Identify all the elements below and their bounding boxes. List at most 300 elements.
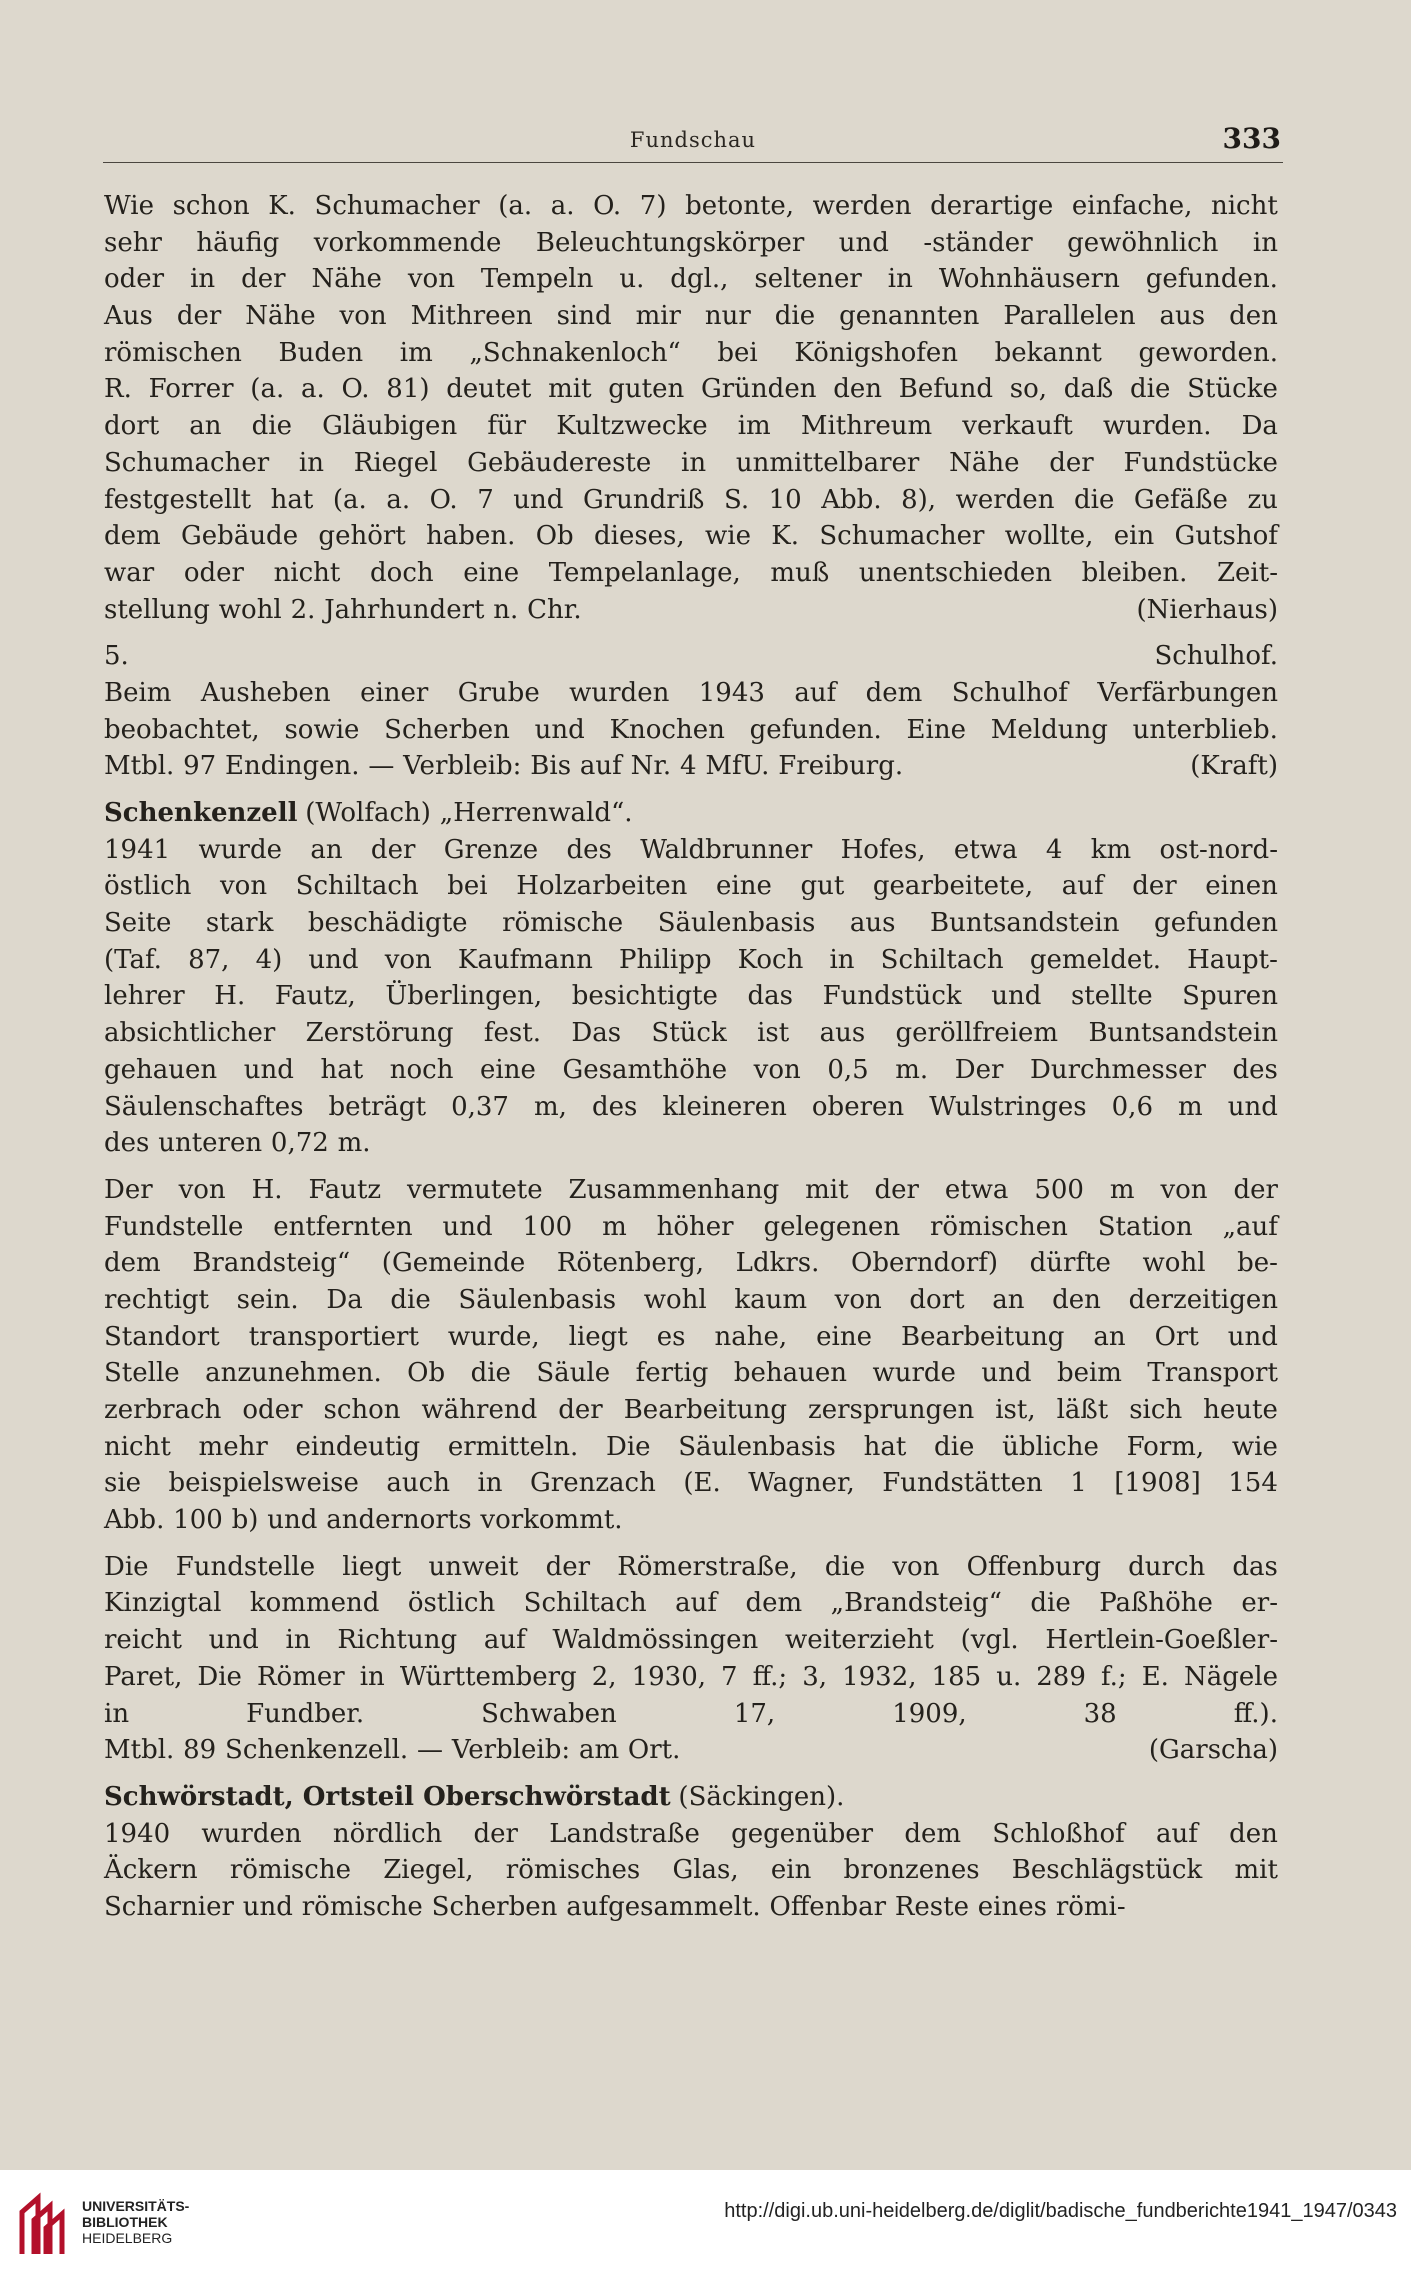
word: ein xyxy=(1113,521,1155,552)
word: Schenkenzell. xyxy=(225,1735,409,1766)
word: Buden xyxy=(278,337,364,368)
word: unterblieb. xyxy=(1132,714,1278,745)
word: Stücke xyxy=(1187,374,1278,405)
word: Ort. xyxy=(627,1735,681,1766)
text-line xyxy=(104,1319,1278,1356)
word: dem xyxy=(745,1588,803,1619)
word: Gläubigen xyxy=(322,411,458,442)
word: liegt xyxy=(568,1321,628,1352)
word: Gefäße xyxy=(1133,484,1228,515)
word: Zeit- xyxy=(1216,557,1278,588)
word: bekannt xyxy=(994,337,1102,368)
text-line xyxy=(104,482,1278,519)
word: Gründen xyxy=(700,374,817,405)
word: 289 xyxy=(1036,1661,1086,1692)
word: seltener xyxy=(754,264,862,295)
word: Schiltach xyxy=(295,871,419,902)
author-credit: (Nierhaus) xyxy=(1136,594,1278,625)
word: 0,5 xyxy=(827,1054,869,1085)
word: Bearbeitung xyxy=(900,1321,1065,1352)
text-line xyxy=(104,1089,1278,1126)
word: an xyxy=(1093,1321,1126,1352)
text-line xyxy=(104,1125,1278,1162)
word: die xyxy=(1073,484,1115,515)
word: Jahrhundert xyxy=(324,594,485,625)
word: die xyxy=(470,1358,511,1389)
word: Gebäudereste xyxy=(467,447,652,478)
word: behauen xyxy=(733,1358,848,1389)
word: Württemberg xyxy=(399,1661,577,1692)
word: festgestellt xyxy=(104,484,252,515)
word: Schloßhof xyxy=(992,1818,1125,1849)
word: H. xyxy=(251,1174,283,1205)
word: Mtbl. xyxy=(104,751,175,782)
text-line xyxy=(104,261,1278,298)
word: übliche xyxy=(1002,1431,1099,1462)
word: Wagner, xyxy=(748,1468,855,1499)
source-url-link[interactable]: http://digi.ub.uni-heidelberg.de/diglit/badische_fundberichte1941_1947/0343 xyxy=(724,2200,1397,2222)
word: ermitteln. xyxy=(447,1431,579,1462)
word: 87, xyxy=(188,944,230,975)
word: Fundstelle xyxy=(175,1551,316,1582)
word: Königshofen xyxy=(794,337,958,368)
word: (Wolfach) xyxy=(305,798,431,828)
text-line xyxy=(104,445,1278,482)
word: Philipp xyxy=(619,944,712,975)
word: a. xyxy=(386,484,411,515)
word: Schumacher xyxy=(819,521,985,552)
word: von xyxy=(407,264,455,295)
word: Offenburg xyxy=(966,1551,1101,1582)
word: liegt xyxy=(342,1551,402,1582)
word: Befund xyxy=(898,374,993,405)
word: mehr xyxy=(198,1431,268,1462)
word: anzunehmen. xyxy=(205,1358,382,1389)
word: 185 xyxy=(931,1661,982,1692)
word: andernorts xyxy=(326,1505,472,1536)
word: den xyxy=(1052,1284,1101,1315)
word: auf xyxy=(794,677,837,708)
text-line xyxy=(104,1245,1278,1282)
word: Nägele xyxy=(1183,1661,1278,1692)
word: in xyxy=(298,447,324,478)
word: Zusammenhang xyxy=(568,1174,780,1205)
text-line xyxy=(104,1465,1278,1502)
word: und xyxy=(442,1211,493,1242)
word: Aus xyxy=(104,301,153,332)
text-line xyxy=(104,868,1278,905)
word: u. xyxy=(996,1661,1022,1692)
word: mit xyxy=(1234,1855,1278,1886)
word: gefunden. xyxy=(1145,264,1278,295)
word: von xyxy=(339,301,387,332)
word: (Säckingen). xyxy=(678,1781,845,1812)
word: Freiburg. xyxy=(778,751,904,782)
word: von xyxy=(219,871,268,902)
word: Die xyxy=(197,1661,242,1692)
word: wollte, xyxy=(1004,521,1094,552)
paragraph-gap xyxy=(104,1539,1278,1549)
credit-spacer xyxy=(912,748,1190,785)
text-line xyxy=(104,1015,1278,1052)
word: zersprungen xyxy=(808,1395,975,1425)
word: des xyxy=(1232,1054,1278,1085)
word: lehrer xyxy=(104,981,185,1012)
word: auf xyxy=(1061,871,1104,902)
word: es xyxy=(656,1321,686,1352)
word: Ldkrs. xyxy=(735,1248,820,1279)
word: ist xyxy=(757,1018,790,1049)
word: unweit xyxy=(428,1551,519,1582)
library-logo-icon xyxy=(16,2192,72,2260)
word: bei xyxy=(717,337,758,368)
word: der xyxy=(370,834,416,865)
word: zerbrach xyxy=(104,1395,222,1425)
word: fertig xyxy=(635,1358,709,1389)
word: (Gemeinde xyxy=(381,1248,526,1279)
word: Kinzigtal xyxy=(104,1588,222,1619)
word: wurde xyxy=(872,1358,956,1389)
word: „Brandsteig“ xyxy=(830,1588,1002,1619)
word: Hofes, xyxy=(840,834,926,865)
word: Glas, xyxy=(672,1855,739,1886)
word: besichtigte xyxy=(571,981,718,1012)
word: nicht xyxy=(273,557,341,588)
word: aus xyxy=(819,1018,866,1049)
text-line xyxy=(104,1622,1278,1659)
word: und xyxy=(208,1625,259,1656)
word: während xyxy=(421,1395,538,1425)
text-line xyxy=(104,298,1278,335)
word: Fundstätten xyxy=(882,1468,1043,1499)
word: Verbleib: xyxy=(403,751,522,782)
word: wurden xyxy=(569,677,670,708)
word: „auf xyxy=(1222,1211,1278,1242)
word: unteren xyxy=(158,1128,263,1159)
word: S. xyxy=(723,484,750,515)
word: m. xyxy=(895,1054,929,1085)
word: in xyxy=(829,944,855,975)
text-line xyxy=(104,1502,1278,1539)
word: kaum xyxy=(734,1284,807,1315)
word: Abb. xyxy=(821,484,882,515)
word: be- xyxy=(1237,1248,1278,1279)
word: bei xyxy=(447,871,488,902)
word: stellung xyxy=(104,594,210,625)
word: Abb. xyxy=(104,1505,165,1536)
word: a. xyxy=(300,374,325,405)
library-name-line: BIBLIOTHEK xyxy=(82,2214,168,2230)
word: noch xyxy=(389,1054,454,1085)
word: (vgl. xyxy=(960,1625,1019,1656)
text-line xyxy=(104,712,1278,749)
word: m xyxy=(1178,1091,1203,1122)
text-line xyxy=(104,592,1278,629)
word: 1930, xyxy=(631,1661,707,1692)
word: Beim xyxy=(104,677,172,708)
word: Paßhöhe xyxy=(1099,1588,1213,1619)
word: römi- xyxy=(1055,1891,1126,1922)
word: gelegenen xyxy=(763,1211,901,1242)
word: 5. xyxy=(104,641,129,672)
site-heading: Schwörstadt, Ortsteil Oberschwörstadt xyxy=(104,1781,671,1812)
word: „Herrenwald“. xyxy=(439,798,633,828)
word: derzeitigen xyxy=(1128,1284,1278,1315)
word: römische xyxy=(301,1891,423,1922)
word: stark xyxy=(205,908,274,939)
word: oder xyxy=(242,1395,303,1425)
word: Standort xyxy=(104,1321,220,1352)
word: Riegel xyxy=(353,447,438,478)
text-line xyxy=(104,225,1278,262)
text-line xyxy=(104,371,1278,408)
word: Transport xyxy=(1147,1358,1278,1389)
word: nicht xyxy=(104,1431,171,1462)
word: 38 xyxy=(1083,1698,1117,1729)
word: aus xyxy=(849,908,896,939)
word: der xyxy=(545,1551,591,1582)
word: und xyxy=(838,227,889,258)
word: 500 xyxy=(1034,1174,1084,1205)
library-name-line: HEIDELBERG xyxy=(82,2230,173,2246)
word: 0,6 xyxy=(1111,1091,1153,1122)
word: im xyxy=(737,411,771,442)
word: daß xyxy=(1063,374,1114,405)
word: in xyxy=(190,264,216,295)
word: Tempeln xyxy=(480,264,594,295)
word: wohl xyxy=(1142,1248,1206,1279)
text-line xyxy=(104,905,1278,942)
word: und xyxy=(267,1505,318,1536)
word: römischen xyxy=(104,337,242,368)
word: die xyxy=(1130,374,1171,405)
word: Fundstücke xyxy=(1123,447,1278,478)
text-line xyxy=(104,942,1278,979)
word: f.; xyxy=(1100,1661,1127,1692)
word: für xyxy=(487,411,527,442)
author-credit: (Garscha) xyxy=(1148,1735,1278,1766)
word: gut xyxy=(800,871,845,902)
credit-spacer xyxy=(590,592,1136,629)
text-line xyxy=(104,1732,1278,1769)
word: Buntsandstein xyxy=(1088,1018,1278,1049)
word: die xyxy=(934,1431,975,1462)
word: Chr. xyxy=(527,594,582,625)
word: E. xyxy=(1141,1661,1169,1692)
word: kleineren xyxy=(662,1091,787,1122)
word: Schumacher xyxy=(314,191,480,221)
word: wie xyxy=(705,521,751,552)
word: vorkommende xyxy=(313,227,502,258)
paragraph-gap xyxy=(104,628,1278,638)
word: Wulstringes xyxy=(929,1091,1087,1122)
word: gewöhnlich xyxy=(1067,227,1219,258)
text-line xyxy=(104,1355,1278,1392)
word: Verfärbungen xyxy=(1097,677,1278,708)
word: 7) xyxy=(639,191,667,221)
word: unmittelbarer xyxy=(735,447,920,478)
word: muß xyxy=(770,557,830,588)
word: geröllfreiem xyxy=(895,1018,1059,1049)
word: rechtigt xyxy=(104,1284,209,1315)
word: Grundriß xyxy=(582,484,705,515)
word: die xyxy=(390,1284,431,1315)
word: Buntsandstein xyxy=(930,908,1120,939)
word: 100 xyxy=(522,1211,573,1242)
word: oder xyxy=(104,264,165,295)
word: Äckern xyxy=(104,1855,198,1886)
word: Forrer xyxy=(148,374,234,405)
word: guten xyxy=(608,374,685,405)
word: häufig xyxy=(196,227,280,258)
word: schon xyxy=(172,191,250,221)
word: römische xyxy=(229,1855,351,1886)
word: Wie xyxy=(104,191,154,221)
word: des xyxy=(566,834,612,865)
word: Grenze xyxy=(443,834,539,865)
word: stellte xyxy=(1070,981,1153,1012)
word: Scherben xyxy=(384,714,510,745)
word: und xyxy=(534,714,585,745)
word: Säulenbasis xyxy=(678,1431,836,1462)
word: den xyxy=(1229,1818,1278,1849)
word: zu xyxy=(1247,484,1278,515)
text-line xyxy=(104,1282,1278,1319)
word: ist, xyxy=(995,1395,1036,1425)
word: Der xyxy=(104,1174,153,1205)
paragraph-gap xyxy=(104,1769,1278,1779)
word: und xyxy=(242,1891,293,1922)
word: heute xyxy=(1203,1395,1278,1425)
word: Mtbl. xyxy=(104,1735,175,1766)
word: von xyxy=(834,1284,882,1315)
word: Durchmesser xyxy=(1030,1054,1206,1085)
word: transportiert xyxy=(248,1321,419,1352)
word: deutet xyxy=(446,374,532,405)
word: dort xyxy=(909,1284,965,1315)
word: Schulhof. xyxy=(1154,641,1278,672)
library-name xyxy=(82,2198,189,2246)
running-header xyxy=(103,118,1283,163)
word: K. xyxy=(268,191,296,221)
word: O. xyxy=(341,374,370,405)
word: 100 xyxy=(173,1505,223,1536)
word: geworden. xyxy=(1138,337,1278,368)
word: mir xyxy=(635,301,681,332)
word: östlich xyxy=(407,1588,496,1619)
word: 4 xyxy=(680,751,697,782)
text-line xyxy=(104,1889,1278,1926)
word: derartige xyxy=(930,191,1054,221)
word: haben. xyxy=(426,521,516,552)
word: 10 xyxy=(768,484,802,515)
word: m, xyxy=(534,1091,567,1122)
word: 97 xyxy=(183,751,217,782)
library-name-line: UNIVERSITÄTS- xyxy=(82,2198,190,2214)
word: einfache, xyxy=(1071,191,1193,221)
word: 1941 xyxy=(104,834,171,865)
author-credit: (Kraft) xyxy=(1190,751,1278,782)
word: nicht xyxy=(1211,191,1278,221)
word: in xyxy=(1252,227,1278,258)
word: Säule xyxy=(536,1358,611,1389)
word: Grube xyxy=(457,677,540,708)
word: beim xyxy=(1056,1358,1122,1389)
word: Station xyxy=(1097,1211,1193,1242)
text-line xyxy=(104,1659,1278,1696)
word: 4) xyxy=(255,944,283,975)
word: Stelle xyxy=(104,1358,180,1389)
word: 7 xyxy=(721,1661,738,1692)
word: (E. xyxy=(683,1468,721,1499)
word: K. xyxy=(771,521,799,552)
word: Mithreen xyxy=(410,301,533,332)
word: verkauft xyxy=(962,411,1073,442)
word: Nähe xyxy=(311,264,382,295)
word: „Schnakenloch“ xyxy=(469,337,681,368)
word: nahe, xyxy=(714,1321,788,1352)
word: nördlich xyxy=(332,1818,443,1849)
word: R. xyxy=(104,374,132,405)
word: Ziegel, xyxy=(383,1855,474,1886)
word: — xyxy=(368,751,395,782)
word: römische xyxy=(502,908,624,939)
word: in xyxy=(104,1698,130,1729)
word: Offenbar xyxy=(769,1891,886,1922)
word: Nr. xyxy=(630,751,672,782)
text-line xyxy=(104,638,1278,675)
word: ein xyxy=(770,1855,812,1886)
word: ost-nord- xyxy=(1159,834,1278,865)
word: an xyxy=(189,411,222,442)
word: [1908] xyxy=(1114,1468,1201,1499)
word: genannten xyxy=(839,301,980,332)
word: der xyxy=(176,301,222,332)
word: gegenüber xyxy=(731,1818,874,1849)
word: die xyxy=(824,1551,866,1582)
word: Gebäude xyxy=(181,521,299,552)
word: Tempelanlage, xyxy=(548,557,741,588)
word: MfU. xyxy=(705,751,770,782)
word: Holzarbeiten xyxy=(516,871,688,902)
word: Die xyxy=(605,1431,651,1462)
word: von xyxy=(753,1054,801,1085)
word: hat xyxy=(270,484,314,515)
word: 4 xyxy=(1045,834,1063,865)
word: die xyxy=(774,301,816,332)
word: Endingen. xyxy=(225,751,360,782)
word: Beschlägstück xyxy=(1011,1855,1203,1886)
word: 17, xyxy=(733,1698,776,1729)
word: — xyxy=(417,1735,443,1766)
word: 1943 xyxy=(698,677,765,708)
word: vorkommt. xyxy=(480,1505,623,1536)
word: der xyxy=(473,1818,518,1849)
word: eine xyxy=(463,557,520,588)
word: schon xyxy=(323,1395,401,1425)
word: Brandsteig“ xyxy=(192,1248,351,1279)
word: Fundber. xyxy=(246,1698,365,1729)
paragraph-gap xyxy=(104,785,1278,795)
word: an xyxy=(310,834,343,865)
running-title: Fundschau xyxy=(629,128,757,152)
text-line xyxy=(104,1696,1278,1733)
word: absichtlicher xyxy=(104,1018,276,1049)
word: sein. xyxy=(236,1284,299,1315)
word: Fundstelle xyxy=(104,1211,244,1242)
text-line xyxy=(104,518,1278,555)
word: der xyxy=(241,264,286,295)
